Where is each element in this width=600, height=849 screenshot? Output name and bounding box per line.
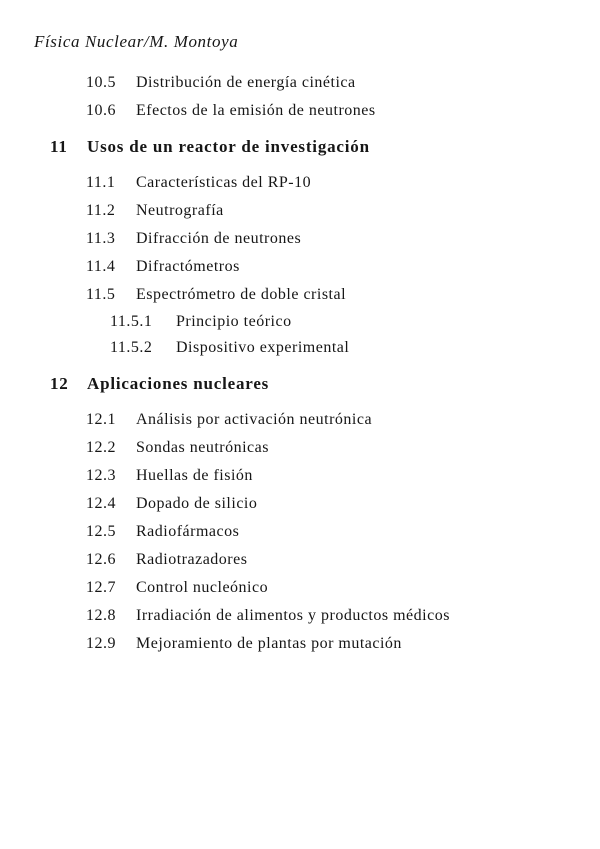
toc-entry-12-1 [86,411,372,429]
toc-entry-number: 11.5.1 [110,313,153,330]
toc-entry-title: Control nucleónico [136,579,269,596]
toc-entry-11-2 [86,202,224,220]
toc-entry-12-3 [86,467,253,485]
toc-entry-title: Neutrografía [136,202,224,219]
toc-entry-10-5 [86,74,356,92]
toc-entry-number: 12.9 [86,635,116,652]
toc-chapter-title: Usos de un reactor de investigación [87,137,370,156]
toc-entry-number: 11.5 [86,286,116,303]
toc-entry-number: 11.2 [86,202,116,219]
toc-entry-title: Difractómetros [136,258,240,275]
running-header: Física Nuclear/M. Montoya [34,32,239,51]
toc-entry-11-3 [86,230,301,248]
toc-entry-12-5 [86,523,239,541]
toc-entry-11-5-1 [110,313,292,331]
toc-entry-title: Radiofármacos [136,523,240,540]
toc-entry-number: 11.1 [86,174,116,191]
toc-chapter-12 [50,374,269,394]
toc-chapter-number: 12 [50,374,69,393]
toc-entry-title: Características del RP-10 [136,174,312,191]
toc-entry-11-5-2 [110,339,349,357]
toc-entry-title: Mejoramiento de plantas por mutación [136,635,402,652]
toc-entry-number: 11.4 [86,258,116,275]
toc-entry-title: Dopado de silicio [136,495,258,512]
toc-entry-title: Análisis por activación neutrónica [136,411,373,428]
toc-entry-title: Efectos de la emisión de neutrones [136,102,376,119]
toc-entry-title: Sondas neutrónicas [136,439,269,456]
toc-entry-number: 12.7 [86,579,116,596]
toc-entry-number: 12.5 [86,523,116,540]
toc-entry-title: Irradiación de alimentos y productos médicos [136,607,450,624]
toc-chapter-number: 11 [50,137,68,156]
toc-entry-11-4 [86,258,240,276]
toc-chapter-title: Aplicaciones nucleares [87,374,270,393]
toc-entry-title: Difracción de neutrones [136,230,302,247]
toc-entry-number: 11.5.2 [110,339,153,356]
toc-entry-number: 12.4 [86,495,116,512]
toc-entry-title: Dispositivo experimental [176,339,350,356]
toc-entry-12-9 [86,635,402,653]
toc-entry-12-4 [86,495,257,513]
toc-entry-11-1 [86,174,311,192]
toc-entry-number: 12.3 [86,467,116,484]
toc-entry-number: 12.1 [86,411,116,428]
toc-entry-title: Principio teórico [176,313,292,330]
toc-entry-title: Distribución de energía cinética [136,74,356,91]
toc-entry-number: 10.6 [86,102,116,119]
toc-entry-title: Huellas de fisión [136,467,253,484]
toc-entry-11-5 [86,286,346,304]
toc-entry-title: Radiotrazadores [136,551,248,568]
toc-entry-12-8 [86,607,450,625]
toc-chapter-11 [50,137,370,157]
toc-entry-12-2 [86,439,269,457]
toc-entry-number: 10.5 [86,74,116,91]
toc-entry-number: 12.2 [86,439,116,456]
toc-entry-number: 12.8 [86,607,116,624]
toc-entry-number: 12.6 [86,551,116,568]
toc-entry-title: Espectrómetro de doble cristal [136,286,347,303]
toc-entry-12-7 [86,579,268,597]
toc-entry-12-6 [86,551,247,569]
toc-entry-number: 11.3 [86,230,116,247]
toc-entry-10-6 [86,102,376,120]
